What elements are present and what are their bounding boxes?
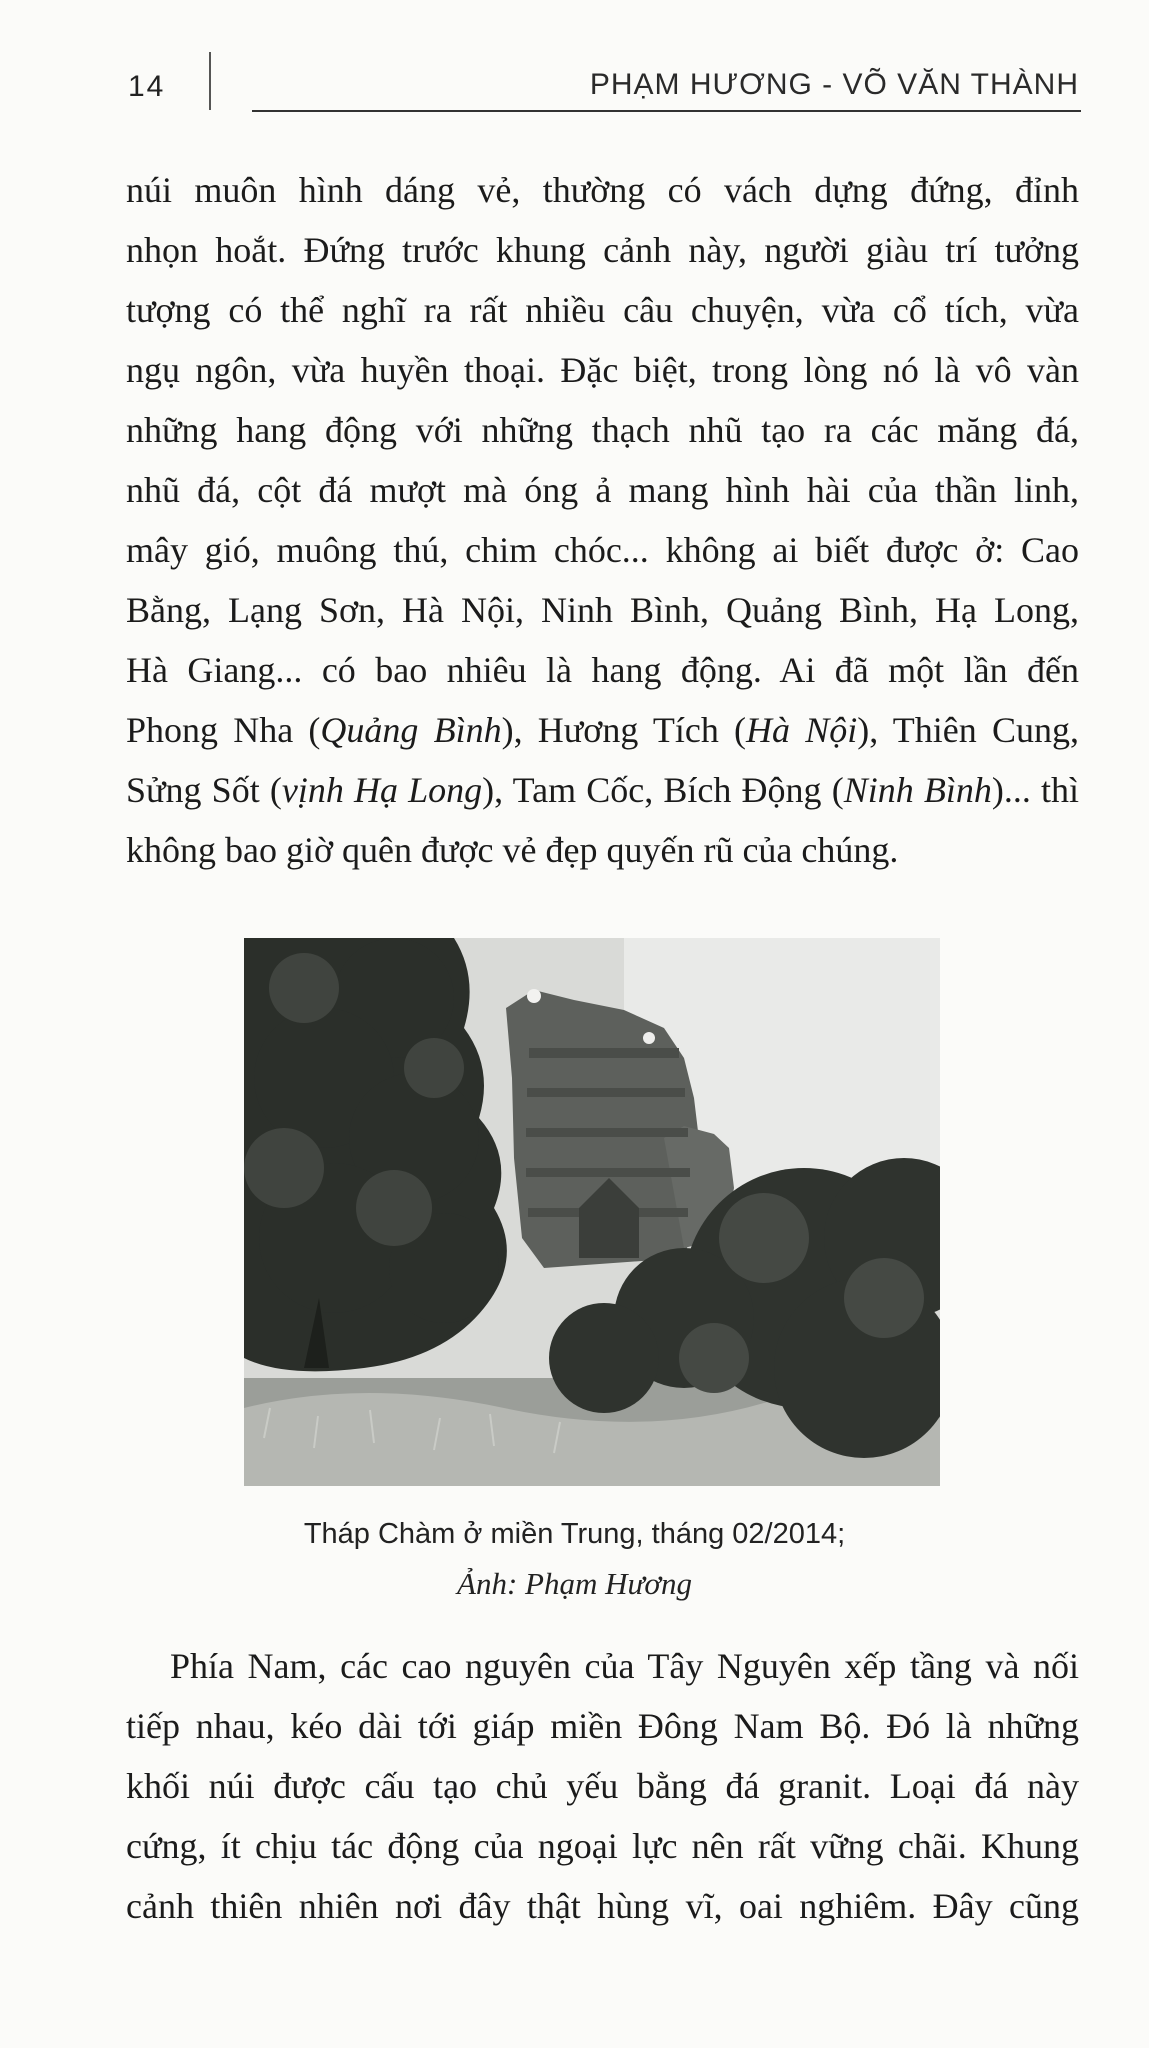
- figure-caption: Tháp Chàm ở miền Trung, tháng 02/2014;: [303, 1518, 846, 1550]
- text-line: Hà Giang... có bao nhiêu là hang động. Ai đã một lần đến: [126, 650, 1079, 690]
- place-name-italic: Ninh Bình: [843, 770, 992, 810]
- text-line: Phía Nam, các cao nguyên của Tây Nguyên xếp tầng và nối: [170, 1646, 1079, 1686]
- text-line: những hang động với những thạch nhũ tạo ra các măng đá,: [126, 410, 1079, 450]
- text-line: tượng có thể nghĩ ra rất nhiều câu chuyện, vừa cổ tích, vừa: [126, 290, 1079, 330]
- text-run: Phong Nha (: [126, 710, 321, 750]
- text-line: cứng, ít chịu tác động của ngoại lực nên rất vững chãi. Khung: [126, 1826, 1079, 1866]
- text-line: [126, 700, 1079, 760]
- text-line: mây gió, muông thú, chim chóc... không ai biết được ở: Cao: [126, 530, 1079, 570]
- header-rule: [252, 110, 1081, 112]
- text-run: )... thì: [991, 770, 1080, 810]
- header-divider: [209, 52, 211, 110]
- text-line: Bằng, Lạng Sơn, Hà Nội, Ninh Bình, Quảng Bình, Hạ Long,: [126, 590, 1079, 630]
- text-run: ), Tam Cốc, Bích Động (: [482, 770, 844, 810]
- text-line: ngụ ngôn, vừa huyền thoại. Đặc biệt, trong lòng nó là vô vàn: [126, 350, 1079, 390]
- text-run: ), Hương Tích (: [501, 710, 747, 750]
- text-line: nhọn hoắt. Đứng trước khung cảnh này, người giàu trí tưởng: [126, 230, 1079, 270]
- text-line: tiếp nhau, kéo dài tới giáp miền Đông Nam Bộ. Đó là những: [126, 1706, 1079, 1746]
- photo-credit: Ảnh: Phạm Hương: [457, 1566, 692, 1601]
- paragraph-2: [126, 1636, 1079, 1936]
- text-line: cảnh thiên nhiên nơi đây thật hùng vĩ, oai nghiêm. Đây cũng: [126, 1886, 1079, 1926]
- text-run: ), Thiên Cung,: [857, 710, 1079, 750]
- photo-illustration: [244, 938, 940, 1486]
- place-name-italic: Hà Nội: [746, 710, 858, 750]
- paragraph-1: [126, 160, 1079, 880]
- page-header: [0, 0, 1149, 120]
- running-head: PHẠM HƯƠNG - VÕ VĂN THÀNH: [589, 68, 1079, 101]
- text-line: khối núi được cấu tạo chủ yếu bằng đá granit. Loại đá này: [126, 1766, 1079, 1806]
- page-number: 14: [128, 70, 166, 103]
- text-line: [126, 760, 1079, 820]
- place-name-italic: Quảng Bình: [320, 710, 502, 750]
- cham-tower-photo: [244, 938, 940, 1486]
- text-line: không bao giờ quên được vẻ đẹp quyến rũ của chúng.: [126, 830, 899, 870]
- text-line: núi muôn hình dáng vẻ, thường có vách dựng đứng, đỉnh: [126, 170, 1079, 210]
- place-name-italic: vịnh Hạ Long: [281, 770, 483, 810]
- text-run: Sửng Sốt (: [126, 770, 282, 810]
- text-line: nhũ đá, cột đá mượt mà óng ả mang hình hài của thần linh,: [126, 470, 1079, 510]
